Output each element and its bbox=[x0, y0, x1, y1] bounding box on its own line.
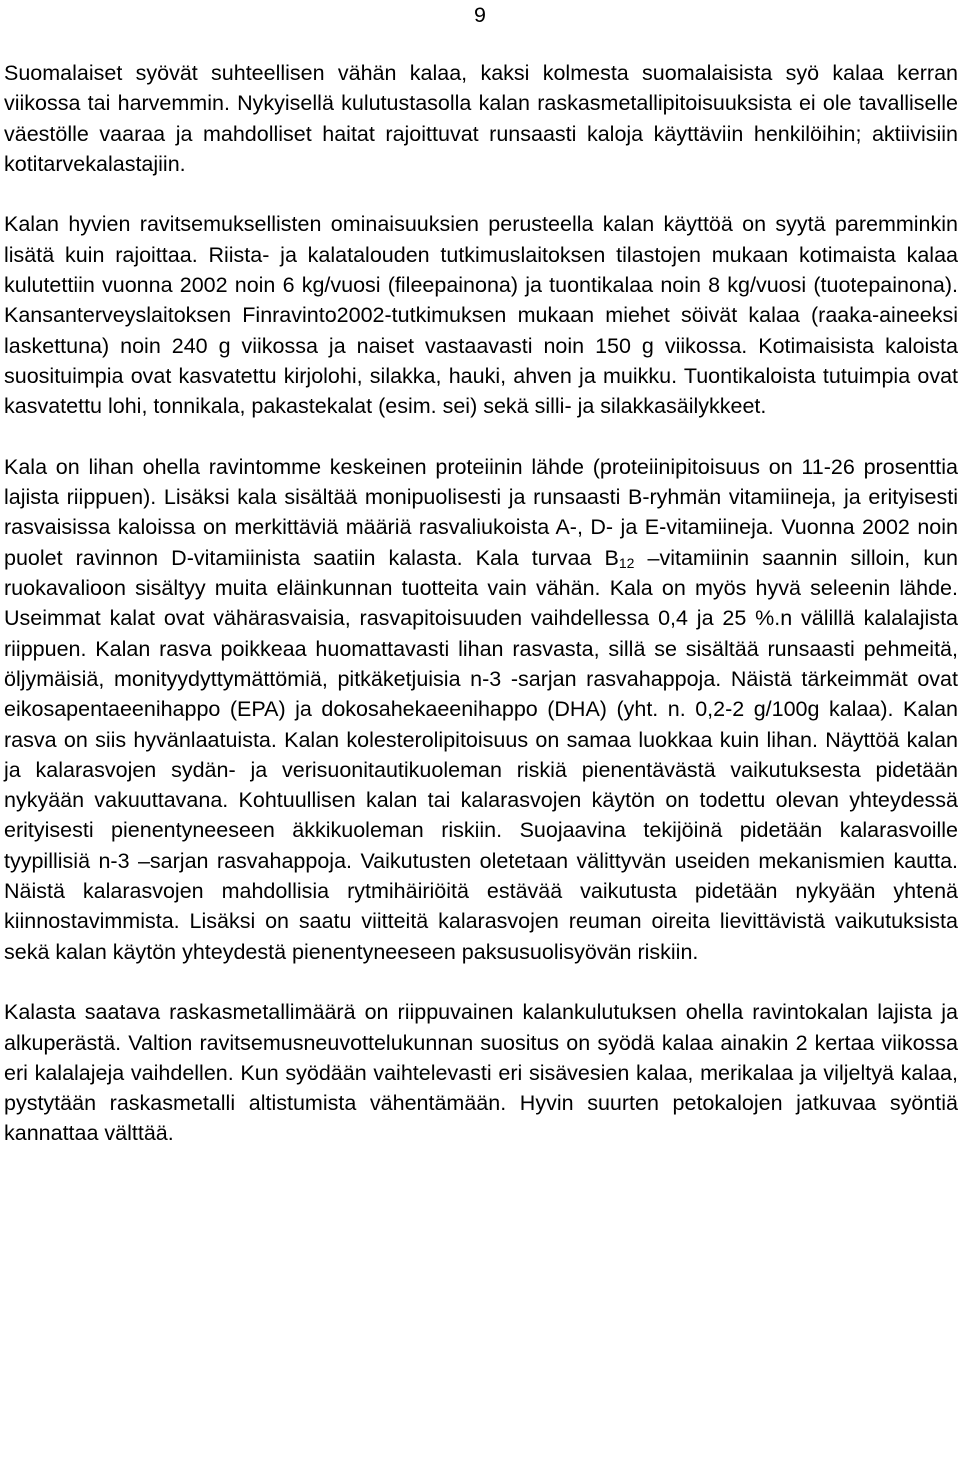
page-number: 9 bbox=[474, 3, 486, 27]
document-body bbox=[4, 58, 958, 1149]
paragraph-spacer bbox=[4, 179, 958, 209]
paragraph-fish-consumption: Suomalaiset syövät suhteellisen vähän kalaa, kaksi kolmesta suomalaisista syö kalaa kerran viikossa tai harvemmin. Nykyisellä kulutustasolla kalan raskasmetallipitoisuuksista ei ole tavalliselle väestölle vaaraa ja mahdolliset haitat rajoittuvat runsaasti kaloja käyttäviin henkilöihin; aktiivisiin kotitarvekalastajiin. bbox=[4, 61, 958, 176]
paragraph-text-part: Kala on lihan ohella ravintomme keskeinen proteiinin lähde (proteiinipitoisuus on 11-26 prosenttia lajista riippuen). Lisäksi kala sisältää monipuolisesti ja runsaasti B-ryhmän vitamiineja, ja erityisesti rasvaisissa kaloissa on merkittäviä määriä rasvaliukoista A-, D- ja E-vitamiineja. Vuonna 2002 noin puolet ravinnon D-vitamiinista saatiin kalasta. Kala turvaa B bbox=[4, 454, 958, 570]
paragraph-heavy-metals: Kalasta saatava raskasmetallimäärä on riippuvainen kalankulutuksen ohella ravintokalan lajista ja alkuperästä. Valtion ravitsemusneuvottelukunnan suositus on syödä kalaa ainakin 2 kertaa viikossa eri kalalajeja vaihdellen. Kun syödään vaihtelevasti eri sisävesien kalaa, merikalaa ja viljeltyä kalaa, pystytään raskasmetalli altistumista vähentämään. Hyvin suurten petokalojen jatkuvaa syöntiä kannattaa välttää. bbox=[4, 1000, 958, 1146]
paragraph-spacer bbox=[4, 967, 958, 997]
paragraph-nutritional-value bbox=[4, 452, 958, 967]
vitamin-subscript: 12 bbox=[618, 554, 635, 571]
paragraph-consumption-statistics: Kalan hyvien ravitsemuksellisten ominaisuuksien perusteella kalan käyttöä on syytä paremminkin lisätä kuin rajoittaa. Riista- ja kalatalouden tutkimuslaitoksen tilastojen mukaan kotimaista kalaa kulutettiin vuonna 2002 noin 6 kg/vuosi (fileepainona) ja tuontikalaa noin 8 kg/vuosi (tuotepainona). Kansanterveyslaitoksen Finravinto2002-tutkimuksen mukaan miehet söivät kalaa (raaka-aineeksi laskettuna) noin 240 g viikossa ja naiset vastaavasti noin 150 g viikossa. Kotimaisista kaloista suosituimpia ovat kasvatettu kirjolohi, silakka, hauki, ahven ja muikku. Tuontikaloista tutuimpia ovat kasvatettu lohi, tonnikala, pakastekalat (esim. sei) sekä silli- ja silakkasäilykkeet. bbox=[4, 212, 958, 419]
paragraph-spacer bbox=[4, 422, 958, 452]
paragraph-text-part: –vitamiinin saannin silloin, kun ruokavalioon sisältyy muita eläinkunnan tuotteita vain vähän. Kala on myös hyvä seleenin lähde. Useimmat kalat ovat vähärasvaisia, rasvapitoisuuden vaihdellessa 0,4 ja 25 %.n välillä kalalajista riippuen. Kalan rasva poikkeaa huomattavasti lihan rasvasta, sillä se sisältää runsaasti pehmeitä, öljymäisiä, monityydyttymättömiä, pitkäketjuisia n-3 -sarjan rasvahappoja. Näistä tärkeimmät ovat eikosapentaeenihappo (EPA) ja dokosahekaeenihappo (DHA) (yht. n. 0,2-2 g/100g kalaa). Kalan rasva on siis hyvänlaatuista. Kalan kolesterolipitoisuus on samaa luokkaa kuin lihan. Näyttöä kalan ja kalarasvojen sydän- ja verisuonitautikuoleman riskiä pienentävästä vaikutuksesta pidetään nykyään vakuuttavana. Kohtuullisen kalan tai kalarasvojen käytön on todettu olevan yhteydessä erityisesti pienentyneeseen äkkikuoleman riskiin. Suojaavina tekijöinä pidetään kalarasvoille tyypillisiä n-3 –sarjan rasvahappoja. Vaikutusten oletetaan välittyvän useiden mekanismien kautta. Näistä kalarasvojen mahdollisia rytmihäiriöitä estävää vaikutusta pidetään nykyään yhtenä kiinnostavimmista. Lisäksi on saatu viitteitä kalarasvojen reuman oireita lievittävistä vaikutuksista sekä kalan käytön yhteydestä pienentyneeseen paksusuolisyövän riskiin. bbox=[4, 545, 958, 964]
